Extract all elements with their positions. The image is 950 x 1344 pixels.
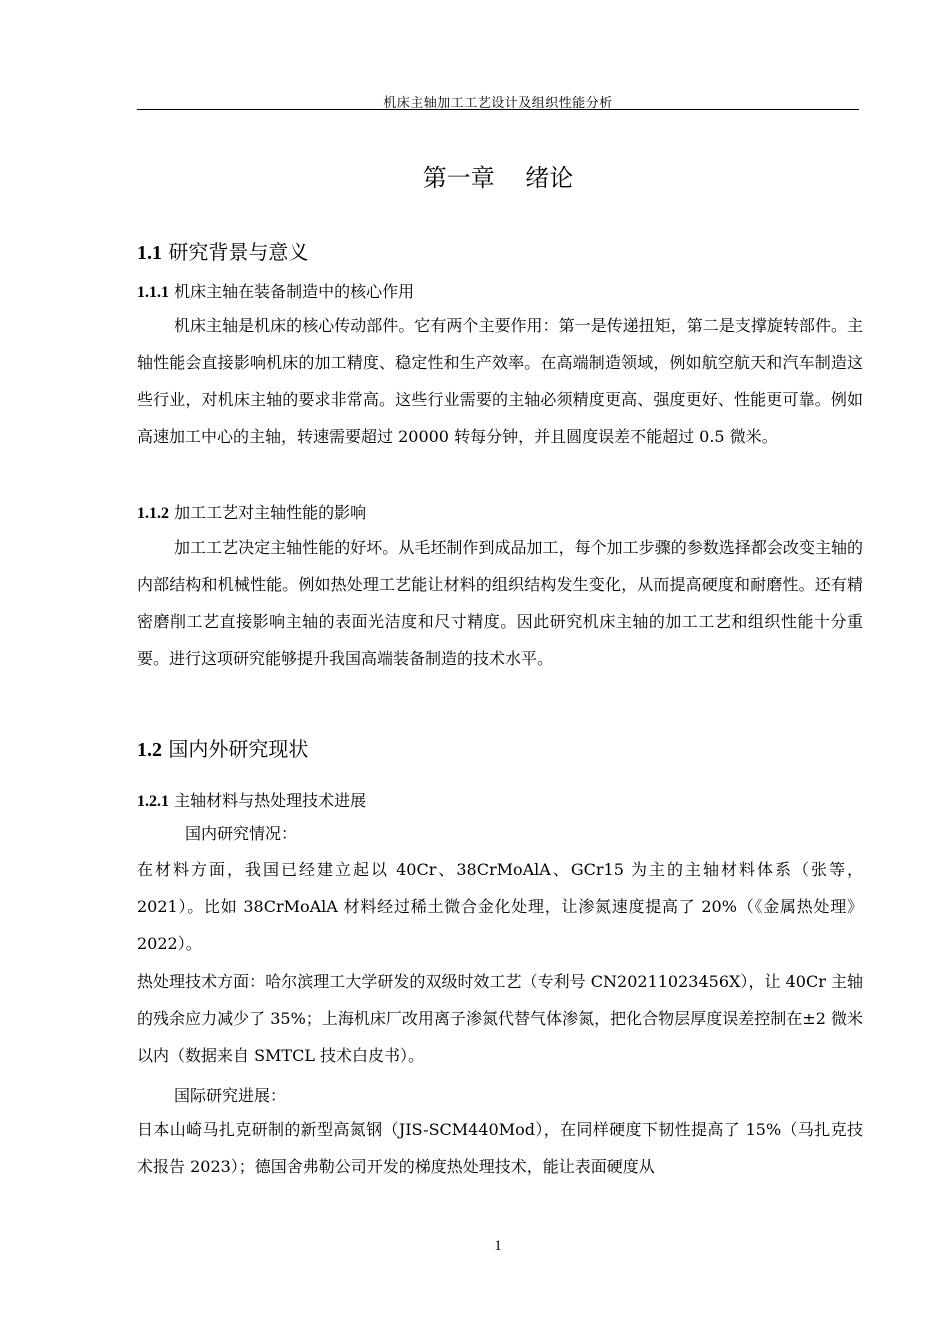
section-1-1-heading bbox=[137, 236, 308, 265]
section-number: 1.1.1 bbox=[137, 284, 169, 301]
domestic-label: 国内研究情况： bbox=[185, 824, 298, 843]
international-label: 国际研究进展： bbox=[174, 1086, 287, 1105]
paragraph-domestic-materials: 在材料方面，我国已经建立起以 40Cr、38CrMoAlA、GCr15 为主的主轴材料体系（张等，2021）。比如 38CrMoAlA 材料经过稀土微合金化处理，让渗氮速度提高了 20%（《金属热处理》2022）。 bbox=[137, 860, 863, 953]
section-1-1-2-heading bbox=[137, 500, 366, 523]
section-title: 加工工艺对主轴性能的影响 bbox=[174, 503, 367, 522]
section-number: 1.1.2 bbox=[137, 505, 169, 522]
section-title: 机床主轴在装备制造中的核心作用 bbox=[174, 282, 415, 301]
section-1-2-heading bbox=[137, 733, 308, 762]
section-title: 主轴材料与热处理技术进展 bbox=[174, 791, 367, 810]
paragraph-domestic-heat-treatment: 热处理技术方面：哈尔滨理工大学研发的双级时效工艺（专利号 CN20211023456X），让 40Cr 主轴的残余应力减少了 35%；上海机床厂改用离子渗氮代替气体渗氮，把化合物层厚度误差控制在±2 微米以内（数据来自 SMTCL 技术白皮书）。 bbox=[137, 972, 863, 1065]
section-title: 研究背景与意义 bbox=[168, 240, 309, 264]
running-header: 机床主轴加工工艺设计及组织性能分析 bbox=[383, 96, 613, 111]
section-number: 1.2.1 bbox=[137, 793, 169, 810]
section-number: 1.1 bbox=[137, 242, 162, 264]
paragraph-1-1-1: 机床主轴是机床的核心传动部件。它有两个主要作用：第一是传递扭矩，第二是支撑旋转部件。主轴性能会直接影响机床的加工精度、稳定性和生产效率。在高端制造领域，例如航空航天和汽车制造这些行业，对机床主轴的要求非常高。这些行业需要的主轴必须精度更高、强度更好、性能更可靠。例如高速加工中心的主轴，转速需要超过 20000 转每分钟，并且圆度误差不能超过 0.5 微米。 bbox=[137, 316, 863, 446]
section-1-2-1-heading bbox=[137, 788, 366, 811]
chapter-title: 第一章 绪论 bbox=[422, 164, 574, 192]
section-number: 1.2 bbox=[137, 739, 162, 761]
section-title: 国内外研究现状 bbox=[168, 737, 309, 761]
section-1-1-1-heading bbox=[137, 279, 414, 302]
header-rule bbox=[137, 109, 859, 110]
page-number: 1 bbox=[494, 1238, 502, 1254]
paragraph-international: 日本山崎马扎克研制的新型高氮钢（JIS-SCM440Mod），在同样硬度下韧性提高了 15%（马扎克技术报告 2023）；德国舍弗勒公司开发的梯度热处理技术，能让表面硬度从 bbox=[137, 1120, 863, 1176]
paragraph-1-1-2: 加工工艺决定主轴性能的好坏。从毛坯制作到成品加工，每个加工步骤的参数选择都会改变主轴的内部结构和机械性能。例如热处理工艺能让材料的组织结构发生变化，从而提高硬度和耐磨性。还有精密磨削工艺直接影响主轴的表面光洁度和尺寸精度。因此研究机床主轴的加工工艺和组织性能十分重要。进行这项研究能够提升我国高端装备制造的技术水平。 bbox=[137, 538, 863, 668]
